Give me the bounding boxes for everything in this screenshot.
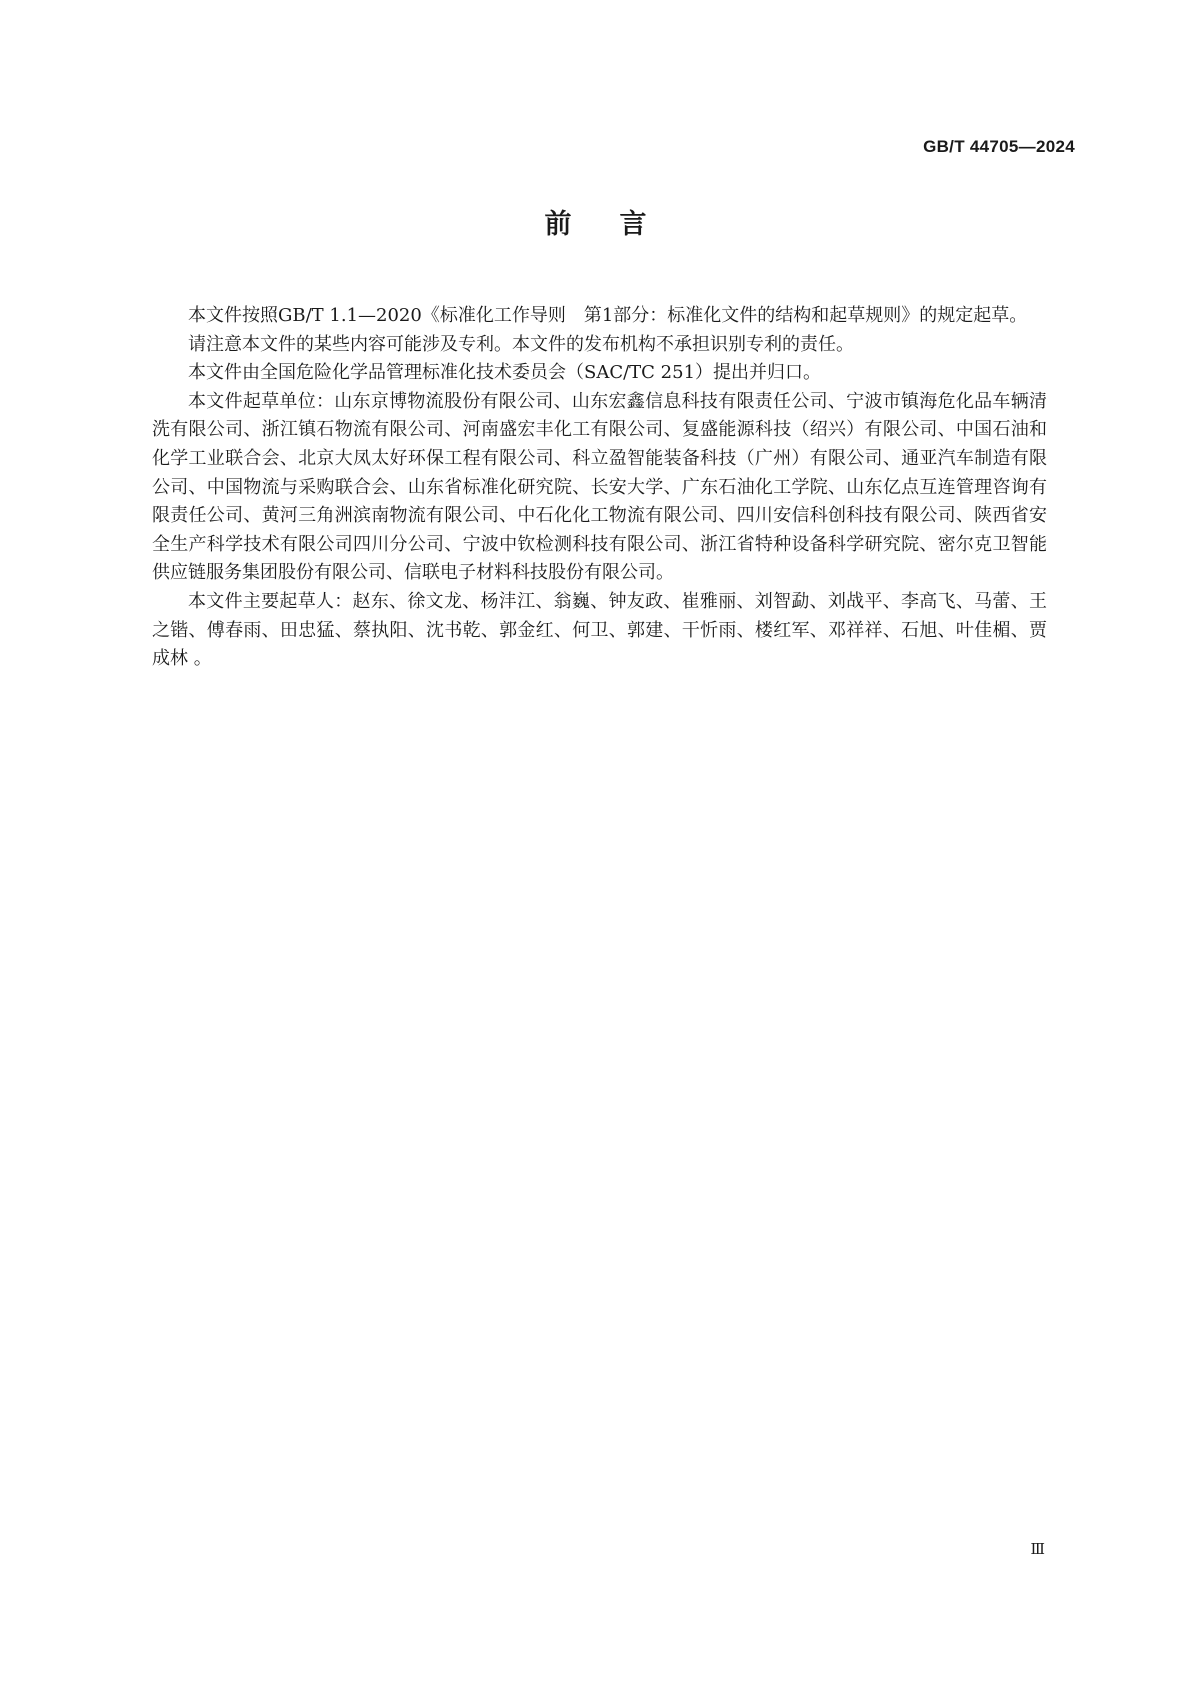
- standard-number: GB/T 44705—2024: [923, 137, 1075, 156]
- foreword-body: [152, 302, 1047, 674]
- paragraph-drafting-units: 本文件起草单位：山东京博物流股份有限公司、山东宏鑫信息科技有限责任公司、宁波市镇海危化品车辆清洗有限公司、浙江镇石物流有限公司、河南盛宏丰化工有限公司、复盛能源科技（绍兴）有限公司、中国石油和化学工业联合会、北京大凤太好环保工程有限公司、科立盈智能装备科技（广州）有限公司、通亚汽车制造有限公司、中国物流与采购联合会、山东省标准化研究院、长安大学、广东石油化工学院、山东亿点互连管理咨询有限责任公司、黄河三角洲滨南物流有限公司、中石化化工物流有限公司、四川安信科创科技有限公司、陕西省安全生产科学技术有限公司四川分公司、宁波中钦检测科技有限公司、浙江省特种设备科学研究院、密尔克卫智能供应链服务集团股份有限公司、信联电子材料科技股份有限公司。: [152, 390, 1047, 584]
- paragraph-drafting-rules: 本文件按照GB/T 1.1—2020《标准化工作导则 第1部分：标准化文件的结构和起草规则》的规定起草。: [188, 305, 1028, 326]
- paragraph-main-drafters: 本文件主要起草人：赵东、徐文龙、杨沣江、翁巍、钟友政、崔雅丽、刘智勐、刘战平、李高飞、马蕾、王之锴、傅春雨、田忠猛、蔡执阳、沈书乾、郭金红、何卫、郭建、干忻雨、楼红军、邓祥祥、石旭、叶佳楣、贾成林 。: [152, 590, 1047, 670]
- page-number: Ⅲ: [1030, 1540, 1045, 1558]
- paragraph-proposed-by: 本文件由全国危险化学品管理标准化技术委员会（SAC/TC 251）提出并归口。: [188, 362, 822, 384]
- paragraph-patent-notice: 请注意本文件的某些内容可能涉及专利。本文件的发布机构不承担识别专利的责任。: [188, 333, 854, 355]
- page-title: 前言: [544, 209, 695, 240]
